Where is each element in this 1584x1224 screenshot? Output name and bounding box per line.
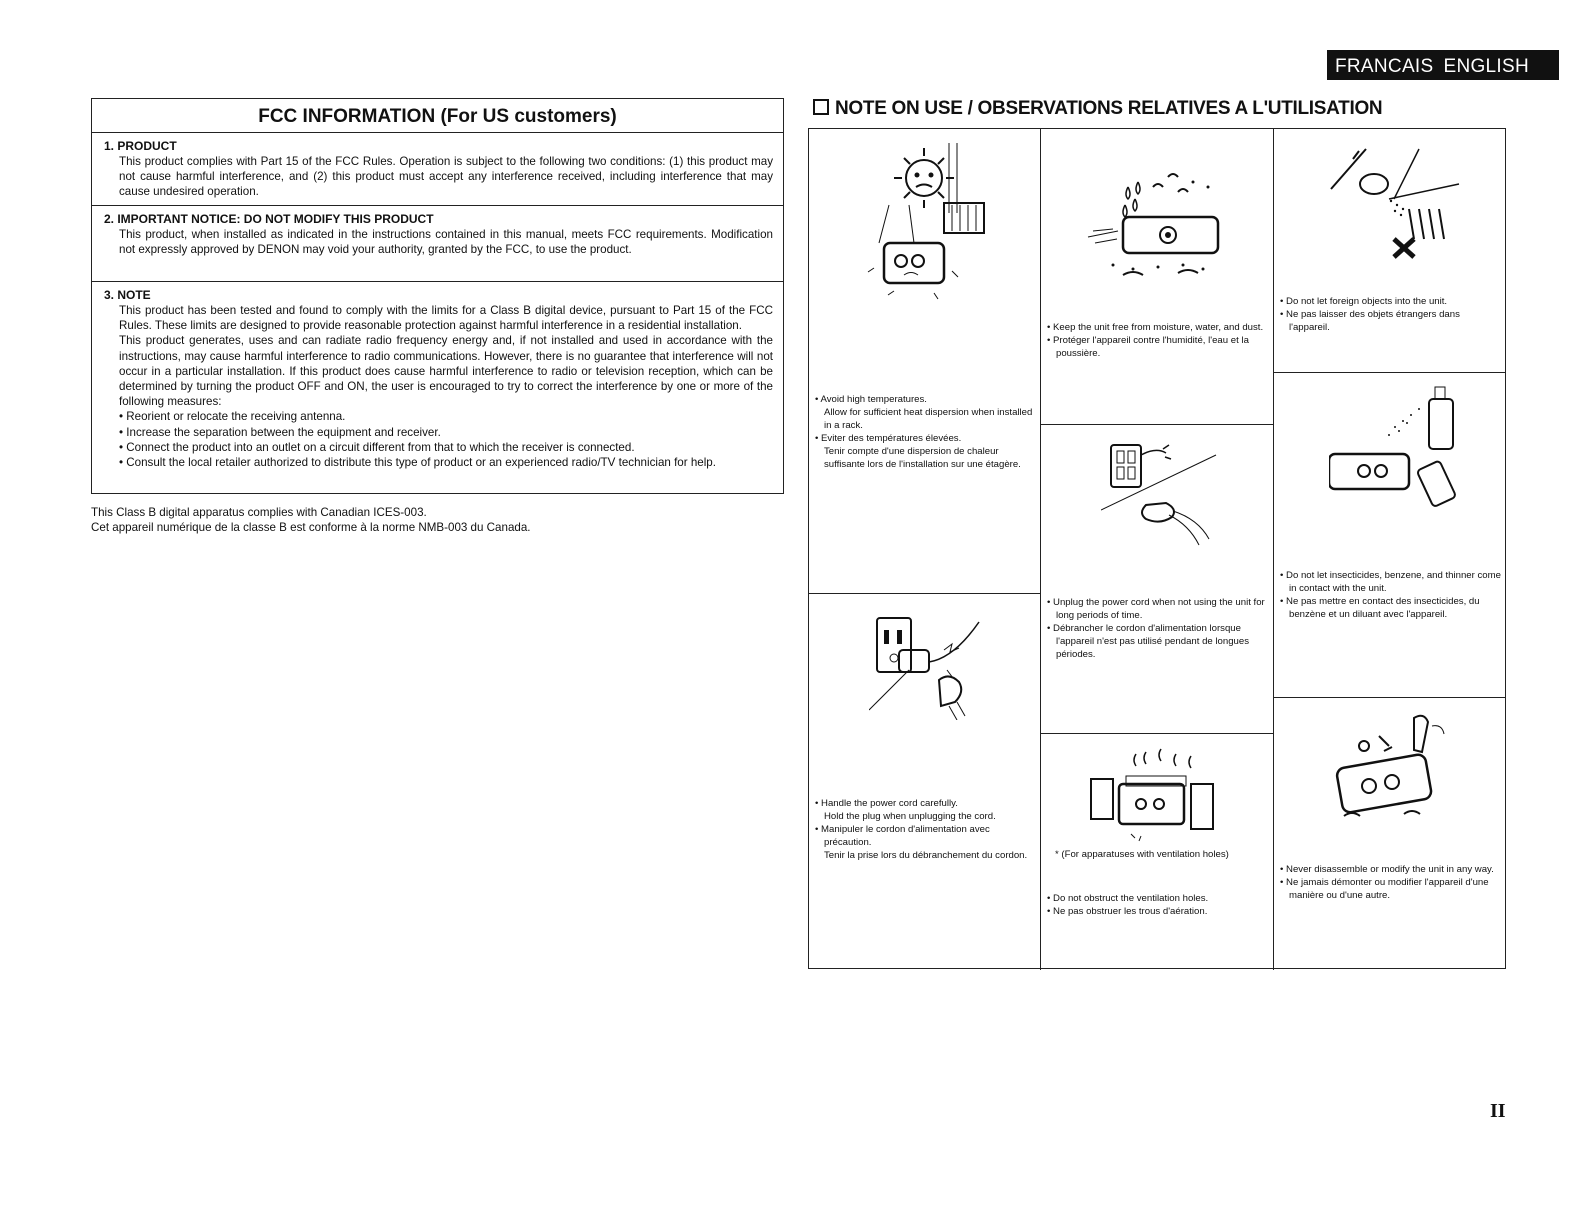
foreign-objects-text: • Do not let foreign objects into the unit. • Ne pas laisser des objets étrangers dans l'appareil. <box>1280 296 1460 333</box>
language-fr: FRANCAIS <box>1335 56 1434 77</box>
page-number: II <box>1490 1100 1506 1122</box>
canada-fr: Cet appareil numérique de la classe B est conforme à la norme NMB-003 du Canada. <box>91 521 531 534</box>
note-on-use-grid <box>808 128 1506 969</box>
language-en: ENGLISH <box>1443 56 1529 77</box>
fcc-note-paragraph: This product has been tested and found to comply with the limits for a Class B digital device, pursuant to Part 15 of the FCC Rules. These limits are designed to provide reasonable protection against harmful interference in a residential installation. <box>119 304 773 333</box>
power-cord-text: • Handle the power cord carefully. Hold the plug when unplugging the cord. • Manipuler le cordon d'alimentation avec précaution. Tenir la prise lors du débranchement du cordon. <box>815 798 1028 861</box>
ventilation-note: * (For apparatuses with ventilation holes) <box>1055 849 1229 860</box>
fcc-section-note <box>92 282 783 475</box>
ventilation-text: • Do not obstruct the ventilation holes. • Ne pas obstruer les trous d'aération. <box>1047 893 1209 917</box>
language-tab <box>1327 50 1559 80</box>
list-item: • Increase the separation between the equipment and receiver. <box>119 425 441 439</box>
list-item: • Reorient or relocate the receiving antenna. <box>119 410 346 424</box>
list-item: • Consult the local retailer authorized to distribute this type of product or an experienced radio/TV technician for help. <box>119 456 716 470</box>
disassemble-illustration-icon <box>1334 706 1464 831</box>
cell-insecticides <box>1274 373 1505 698</box>
ventilation-illustration-icon <box>1081 744 1231 844</box>
fcc-section-heading: 2. IMPORTANT NOTICE: DO NOT MODIFY THIS PRODUCT <box>104 212 434 226</box>
cell-ventilation <box>1041 734 1274 970</box>
fcc-section-body: This product, when installed as indicated in the instructions contained in this manual, meets FCC requirements. Modification not expressly approved by DENON may void your authority, granted by the FCC, to use the product. <box>119 228 773 257</box>
fcc-section-product <box>92 133 783 206</box>
moisture-dust-illustration-icon <box>1083 147 1233 282</box>
heat-text: • Avoid high temperatures. Allow for sufficient heat dispersion when installed in a rack. • Eviter des températures élevées. Tenir compte d'une dispersion de chaleur suffisante lors de l'installation sur une étagère. <box>815 394 1033 470</box>
disassemble-text: • Never disassemble or modify the unit in any way. • Ne jamais démonter ou modifier l'appareil d'une manière ou d'une autre. <box>1280 864 1494 901</box>
fcc-title: FCC INFORMATION (For US customers) <box>92 99 783 133</box>
foreign-objects-illustration-icon <box>1319 139 1469 264</box>
fcc-note-paragraph: This product generates, uses and can radiate radio frequency energy and, if not installed and used in accordance with the instructions, may cause harmful interference to radio communications. However, there is no guarantee that interference will not occur in a particular installation. If this product does cause harmful interference to radio or television reception, which can be determined by turning the product OFF and ON, the user is encouraged to try to correct the interference by one or more of the following measures: <box>119 334 773 409</box>
fcc-section-body: This product complies with Part 15 of the FCC Rules. Operation is subject to the following two conditions: (1) this product may not cause harmful interference, and (2) this product must accept any interference received, including interference that may cause undesired operation. <box>119 155 773 199</box>
canada-en: This Class B digital apparatus complies with Canadian ICES-003. <box>91 506 427 519</box>
list-item: • Connect the product into an outlet on a circuit different from that to which the receiver is connected. <box>119 440 635 454</box>
fcc-section-heading: 3. NOTE <box>104 288 151 302</box>
canada-compliance <box>91 505 531 535</box>
fcc-section-notice <box>92 206 783 282</box>
cell-unplug <box>1041 425 1274 734</box>
note-on-use-title: NOTE ON USE / OBSERVATIONS RELATIVES A L'UTILISATION <box>813 97 1382 121</box>
checkbox-square-icon <box>813 99 829 115</box>
insecticide-spray-illustration-icon <box>1329 379 1469 509</box>
insecticides-text: • Do not let insecticides, benzene, and thinner come in contact with the unit. • Ne pas mettre en contact des insecticides, du benzène et un diluant avec l'appareil. <box>1280 570 1501 620</box>
cell-power-cord <box>809 594 1041 970</box>
moisture-text: • Keep the unit free from moisture, water, and dust. • Protéger l'appareil contre l'humidité, l'eau et la poussière. <box>1047 322 1264 359</box>
fcc-section-heading: 1. PRODUCT <box>104 139 177 153</box>
cell-foreign-objects <box>1274 129 1505 373</box>
fcc-information-box <box>91 98 784 494</box>
heat-sun-illustration-icon <box>854 143 1004 303</box>
cell-disassemble <box>1274 698 1505 970</box>
unplug-text: • Unplug the power cord when not using the unit for long periods of time. • Débrancher le cordon d'alimentation lorsque l'appareil n'est pas utilisé pendant de longues périodes. <box>1047 597 1265 660</box>
cell-moisture <box>1041 129 1274 425</box>
unplug-cord-illustration-icon <box>1101 435 1221 550</box>
fcc-measures-list <box>104 409 773 470</box>
cell-heat <box>809 129 1041 594</box>
power-plug-illustration-icon <box>869 610 989 720</box>
